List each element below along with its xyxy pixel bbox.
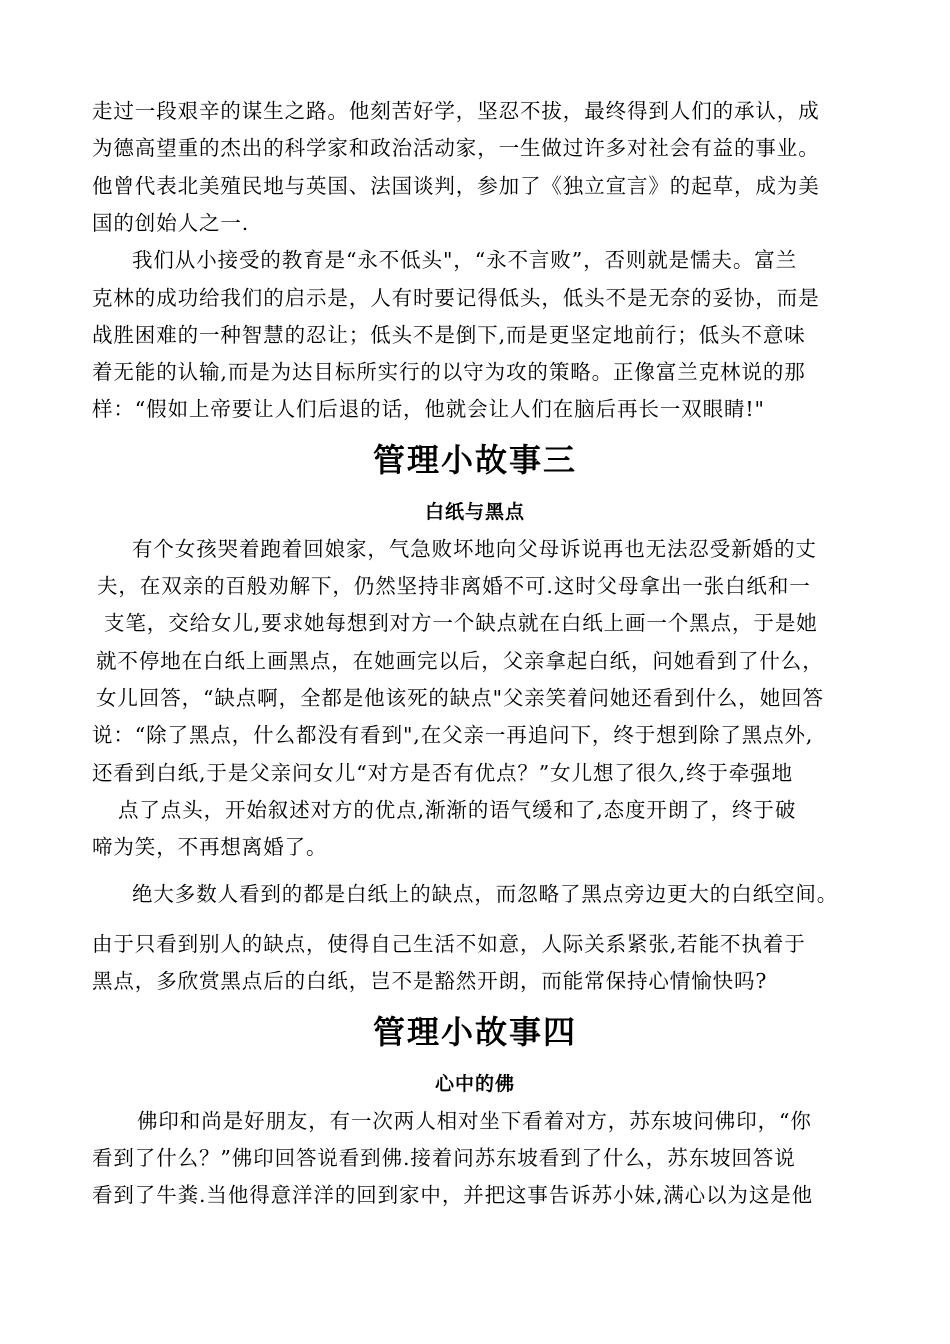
text-line: 女儿回答，“缺点啊，全都是他该死的缺点"父亲笑着问她还看到什么，她回答 [96,686,824,710]
text-line: 黑点，多欣赏黑点后的白纸，岂不是豁然开朗，而能常保持心情愉快吗? [92,969,768,993]
section-heading: 管理小故事四 [372,1013,577,1051]
text-line: 绝大多数人看到的都是白纸上的缺点，而忽略了黑点旁边更大的白纸空间。 [132,882,839,906]
text-line: 样：“假如上帝要让人们后退的话，他就会让人们在脑后再长一双眼睛!" [92,397,765,421]
text-line: 看到了牛粪.当他得意洋洋的回到家中，并把这事告诉苏小妹,满心以为这是他 [92,1183,814,1207]
text-line: 夫，在双亲的百般劝解下，仍然坚持非离婚不可.这时父母拿出一张白纸和一 [97,574,811,598]
text-line: 就不停地在白纸上画黑点，在她画完以后，父亲拿起白纸，问她看到了什么， [96,649,824,673]
text-line: 为德高望重的杰出的科学家和政治活动家，一生做过许多对社会有益的事业。 [92,136,820,160]
text-line: 佛印和尚是好朋友，有一次两人相对坐下看着对方，苏东坡问佛印，“你 [137,1109,812,1133]
text-line: 说：“除了黑点，什么都没有看到",在父亲一再追问下，终于想到除了黑点外, [92,723,814,747]
text-line: 有个女孩哭着跑着回娘家，气急败坏地向父母诉说再也无法忍受新婚的丈 [132,537,817,561]
text-line: 我们从小接受的教育是“永不低头"，“永不言败”，否则就是懦夫。富兰 [132,248,798,272]
text-line: 由于只看到别人的缺点，使得自己生活不如意，人际关系紧张,若能不执着于 [92,932,806,956]
text-line: 看到了什么？”佛印回答说看到佛.接着问苏东坡看到了什么，苏东坡回答说 [92,1146,796,1170]
section-heading: 管理小故事三 [372,441,577,479]
text-line: 克林的成功给我们的启示是，人有时要记得低头，低头不是无奈的妥协，而是 [92,286,820,310]
text-line: 啼为笑，不再想离婚了。 [92,835,328,859]
text-line: 着无能的认输,而是为达目标所实行的以守为攻的策略。正像富兰克林说的那 [92,360,806,384]
text-line: 点了点头，开始叙述对方的优点,渐渐的语气缓和了,态度开朗了，终于破 [118,798,797,822]
text-line: 支笔，交给女儿,要求她每想到对方一个缺点就在白纸上画一个黑点，于是她 [104,611,818,635]
text-line: 他曾代表北美殖民地与英国、法国谈判，参加了《独立宣言》的起草，成为美 [92,174,820,198]
text-line: 战胜困难的一种智慧的忍让；低头不是倒下,而是更坚定地前行；低头不意味 [92,323,806,347]
text-line: 走过一段艰辛的谋生之路。他刻苦好学，坚忍不拔，最终得到人们的承认，成 [92,99,820,123]
text-line: 还看到白纸,于是父亲问女儿“对方是否有优点？”女儿想了很久,终于牵强地 [92,761,793,785]
section-subheading: 白纸与黑点 [424,501,525,523]
text-line: 国的创始人之一. [92,211,250,235]
section-subheading: 心中的佛 [434,1073,515,1095]
